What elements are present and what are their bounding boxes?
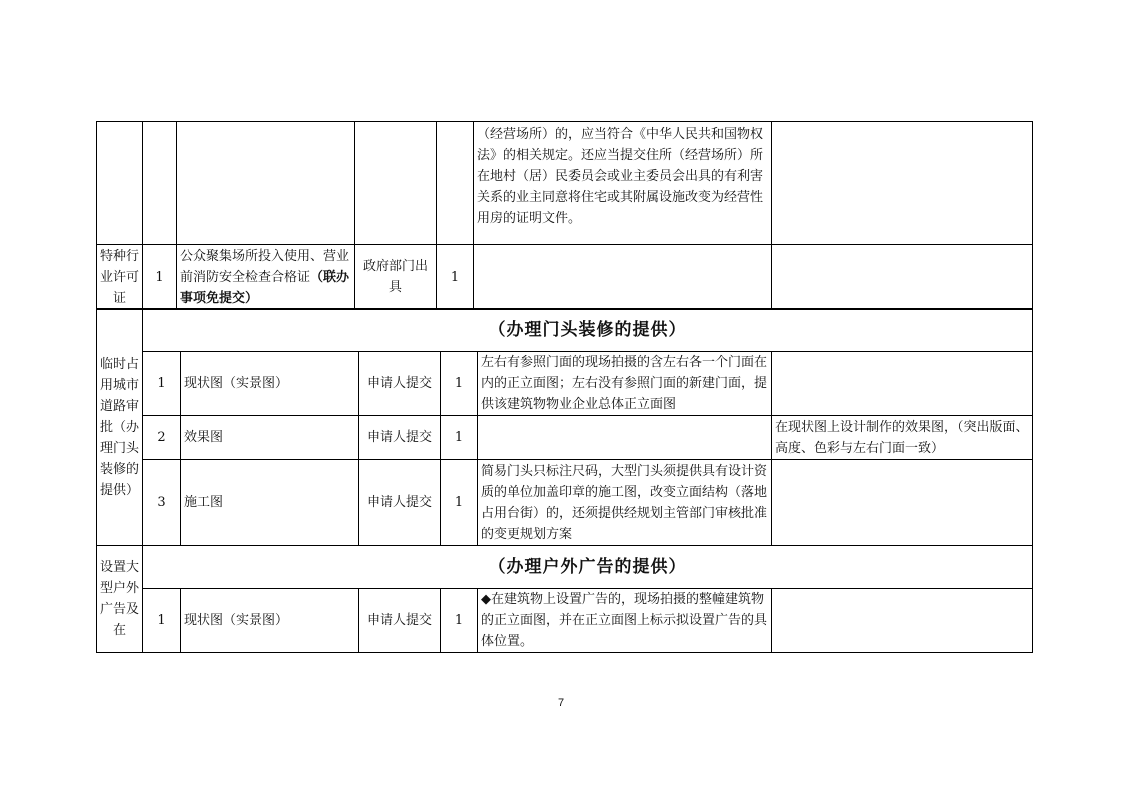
number-cell: 1 [143,352,181,416]
outdoor-ad-header-row [97,546,1033,589]
storefront-header-row [97,309,1033,352]
number-cell: 2 [143,416,181,460]
number-cell: 1 [143,589,181,653]
table-row [97,352,1033,416]
category-cell: 特种行业许可证 [97,245,143,310]
page-number: 7 [557,697,565,709]
note-cell [772,589,1033,653]
note-cell [772,460,1033,546]
source-cell: 政府部门出具 [355,245,437,310]
source-cell: 申请人提交 [359,589,441,653]
material-cell: 现状图（实景图） [181,352,359,416]
table-row [97,460,1033,546]
number-cell: 3 [143,460,181,546]
copies-cell: 1 [441,460,478,546]
table-row [97,589,1033,653]
outdoor-ad-table [96,545,1033,653]
requirement-cell [474,245,772,310]
category-cell: 设置大型户外广告及在 [97,546,143,653]
category-cell: 临时占用城市道路审批（办理门头装修的提供） [97,309,143,546]
copies-cell: 1 [441,352,478,416]
section-header: （办理门头装修的提供） [143,309,1033,352]
requirement-cell: 左右有参照门面的现场拍摄的含左右各一个门面在内的正立面图；左右没有参照门面的新建门面，提供该建筑物物业企业总体正立面图 [478,352,772,416]
storefront-table [96,308,1033,546]
material-cell: 施工图 [181,460,359,546]
number-cell: 1 [143,245,177,310]
material-cell [177,245,355,310]
material-cell: 效果图 [181,416,359,460]
table-row [97,416,1033,460]
material-text: 公众聚集场所投入使用、营业前消防安全检查合格证 [180,248,350,285]
note-cell [772,352,1033,416]
copies-cell: 1 [437,245,474,310]
requirement-cell: （经营场所）的，应当符合《中华人民共和国物权法》的相关规定。还应当提交住所（经营场所）所在地村（居）民委员会或业主委员会出具的有利害关系的业主同意将住宅或其附属设施改变为经营性用房的证明文件。 [474,122,772,245]
copies-cell [437,122,474,245]
source-cell: 申请人提交 [359,416,441,460]
special-industry-row [97,245,1033,310]
upper-table [96,121,1033,310]
copies-cell: 1 [441,416,478,460]
source-cell: 申请人提交 [359,352,441,416]
copies-cell: 1 [441,589,478,653]
source-cell [355,122,437,245]
note-cell [772,245,1033,310]
material-bold-note: （联办事项免提交） [180,269,350,306]
material-cell [177,122,355,245]
source-cell: 申请人提交 [359,460,441,546]
category-cell [97,122,143,245]
number-cell [143,122,177,245]
requirement-cell: 简易门头只标注尺码，大型门头须提供具有设计资质的单位加盖印章的施工图，改变立面结构（落地占用台街）的，还须提供经规划主管部门审核批准的变更规划方案 [478,460,772,546]
requirement-cell [478,416,772,460]
continued-row [97,122,1033,245]
requirement-cell: ◆在建筑物上设置广告的，现场拍摄的整幢建筑物的正立面图，并在正立面图上标示拟设置广告的具体位置。 [478,589,772,653]
material-cell: 现状图（实景图） [181,589,359,653]
section-header: （办理户外广告的提供） [143,546,1033,589]
note-cell [772,122,1033,245]
note-cell: 在现状图上设计制作的效果图，（突出版面、高度、色彩与左右门面一致） [772,416,1033,460]
